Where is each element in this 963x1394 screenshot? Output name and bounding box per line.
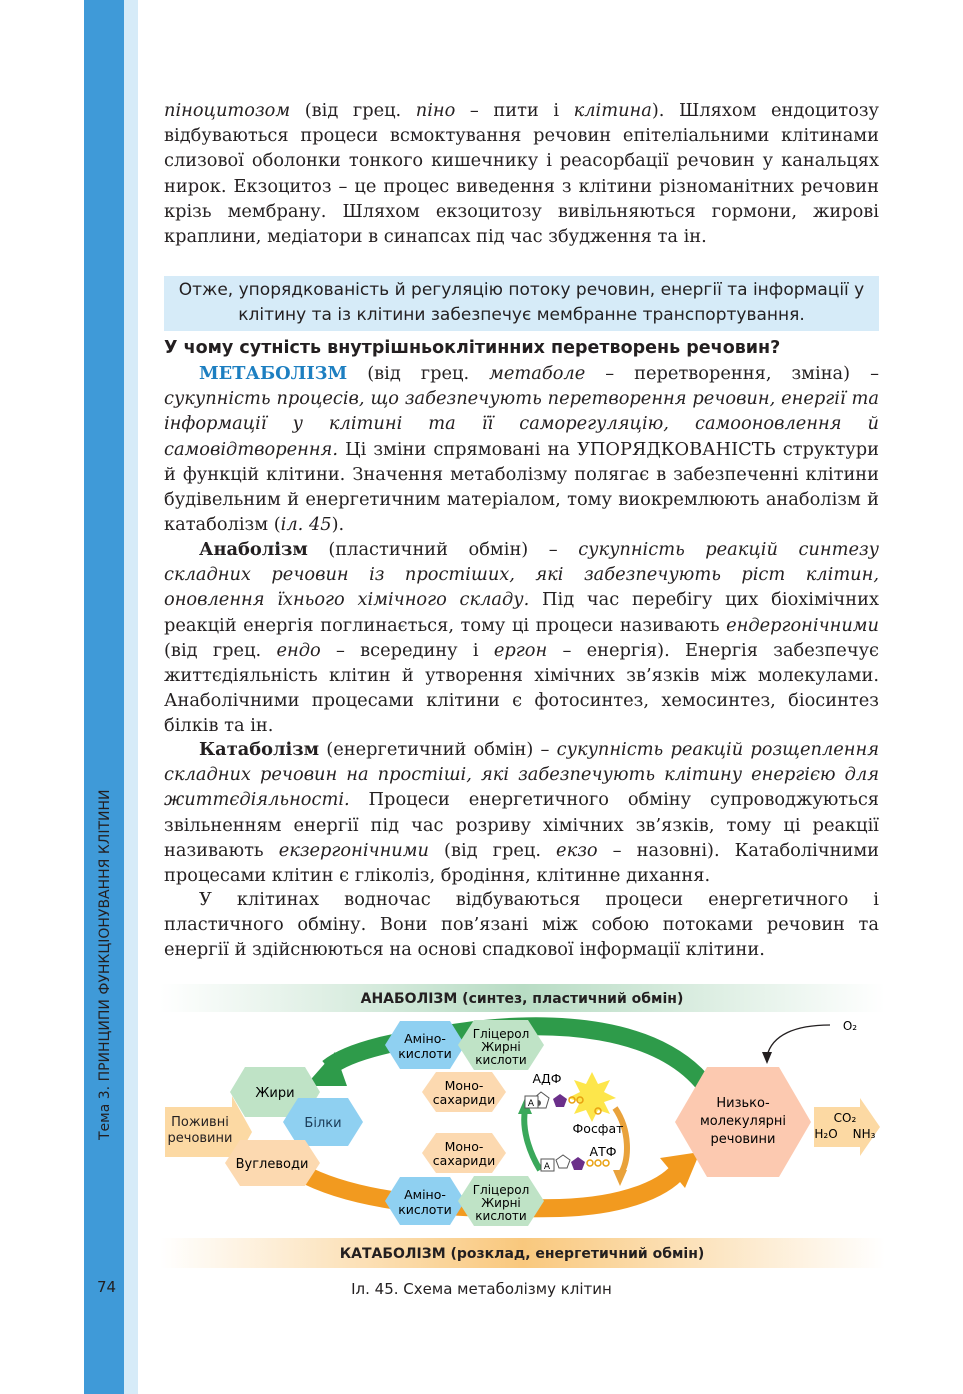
paragraph-metabolism: МЕТАБОЛІЗМ (від грец. метаболе – перетворення, зміна) – сукупність процесів, що забезпечують перетворення речовин, енергії та інформації у клітині та її саморегуляцію, самооновлення й самовідтворення. Ці зміни спрямовані на УПОРЯДКОВАНІСТЬ структури й функцій клітини. Значення метаболізму полягає в забезпеченні клітини будівельним й енергетичним матеріалом, тому виокремлюють анаболізм й катаболізм (іл. 45). [164, 363, 879, 536]
glycerol-top-line3: кислоти [475, 1053, 527, 1067]
metabolism-diagram [160, 980, 885, 1275]
mono-bottom-line1: Моно- [444, 1139, 484, 1154]
glycerol-bottom-line2: Жирні [481, 1196, 521, 1210]
page-number: 74 [97, 1278, 117, 1296]
atp-cycle-arrow-left [524, 1110, 540, 1170]
adp-adenine-letter: А [527, 1099, 535, 1109]
section-heading: У чому сутність внутрішньоклітинних перетворень речовин? [164, 338, 781, 358]
paragraph-anabolism: Анаболізм (пластичний обмін) – сукупність реакцій синтезу складних речовин із простіших, які забезпечують ріст клітин, оновлення їхнього хімічного складу. Під час перебігу цих біохімічних реакцій енергія поглинається, тому ці процеси називають ендергонічними (від грец. ендо – всередину і ергон – енергія). Енергія забезпечує життєдіяльність клітин й утворення хімічних зв’язків між молекулами. Анаболічними процесами клітини є фотосинтез, хемосинтез, біосинтез білків та ін. [164, 539, 880, 737]
glycerol-top-line1: Гліцерол [472, 1027, 530, 1041]
low-molecular-line2: молекулярні [699, 1114, 787, 1129]
amino-bottom-line2: кислоти [398, 1202, 452, 1217]
oxygen-arrow [767, 1025, 830, 1056]
atp-phosphate-2 [595, 1160, 601, 1166]
oxygen-label: O₂ [842, 1019, 858, 1033]
glycerol-bottom-line1: Гліцерол [472, 1183, 530, 1197]
atp-cycle-arrowhead-right [613, 1170, 627, 1186]
paragraph-catabolism: Катаболізм (енергетичний обмін) – сукупність реакцій розщеплення складних речовин на простіші, які забезпечують клітину енергією для життєдіяльності. Процеси енергетичного обміну супроводжуються звільненням енергії під час розриву хімічних зв’язків, тому ці реакції називають екзергонічними (від грец. екзо – назовні). Катаболічними процесами клітин є гліколіз, бродіння, клітинне дихання. [164, 739, 880, 887]
low-molecular-line3: речовини [710, 1132, 776, 1147]
figure-caption: Іл. 45. Схема метаболізму клітин [351, 1280, 612, 1298]
oxygen-arrowhead [762, 1052, 772, 1064]
mono-top-line2: сахариди [432, 1092, 496, 1107]
paragraph-summary: У клітинах водночас відбуваються процеси енергетичного і пластичного обміну. Вони пов’язані між собою потоками речовин та енергії й здійснюються на основі спадкової інформації клітини. [164, 889, 879, 961]
energy-burst-icon [568, 1072, 616, 1122]
amino-top-line1: Аміно- [404, 1031, 446, 1046]
carbs-label: Вуглеводи [235, 1157, 309, 1172]
paragraph-endocytosis: піноцитозом (від грец. піно – пити і клітина). Шляхом ендоцитозу відбуваються процеси всмоктування речовин епітеліальними клітинами слизової оболонки тонкого кишечнику і реасорбації речовин у канальцях нирок. Екзоцитоз – це процес виведення з клітини різноманітних речовин крізь мембрану. Шляхом екзоцитозу вивільняються гормони, жирові краплини, медіатори в синапсах під час збудження та ін. [164, 100, 879, 248]
h2o-label: H₂O [814, 1127, 838, 1141]
atp-adenine-letter: А [543, 1162, 551, 1172]
chapter-title: Тема 3. ПРИНЦИПИ ФУНКЦІОНУВАННЯ КЛІТИНИ [97, 789, 113, 1140]
nutrients-line2: речовини [167, 1131, 233, 1146]
atp-ribose [556, 1155, 570, 1168]
atp-phosphate-1 [587, 1160, 593, 1166]
fats-label: Жири [255, 1086, 295, 1101]
amino-bottom-line1: Аміно- [404, 1187, 446, 1202]
nh3-label: NH₃ [852, 1127, 876, 1141]
glycerol-bottom-line3: кислоти [475, 1209, 527, 1223]
summary-box: Отже, упорядкованість й регуляцію потоку речовин, енергії та інформації у клітину та із клітини забезпечує мембранне транспортування. [164, 276, 879, 331]
margin-stripe-blue [84, 0, 124, 1394]
catabolism-label: КАТАБОЛІЗМ (розклад, енергетичний обмін) [339, 1246, 705, 1262]
atp-pentose [571, 1157, 585, 1170]
atp-cycle-arrow-right [615, 1108, 627, 1175]
atp-label: АТФ [589, 1144, 617, 1159]
atp-phosphate-3 [603, 1160, 609, 1166]
adp-pentose [553, 1094, 567, 1107]
anabolism-label: АНАБОЛІЗМ (синтез, пластичний обмін) [360, 991, 684, 1007]
co2-label: CO₂ [833, 1111, 857, 1125]
nutrients-line1: Поживні [171, 1115, 229, 1130]
adp-label: АДФ [532, 1071, 562, 1086]
glycerol-top-line2: Жирні [481, 1040, 521, 1054]
amino-top-line2: кислоти [398, 1046, 452, 1061]
phosphate-label: Фосфат [572, 1121, 624, 1136]
margin-stripe-light [124, 0, 138, 1394]
proteins-label: Білки [304, 1116, 342, 1131]
mono-top-line1: Моно- [444, 1078, 484, 1093]
low-molecular-line1: Низько- [716, 1096, 770, 1111]
mono-bottom-line2: сахариди [432, 1153, 496, 1168]
